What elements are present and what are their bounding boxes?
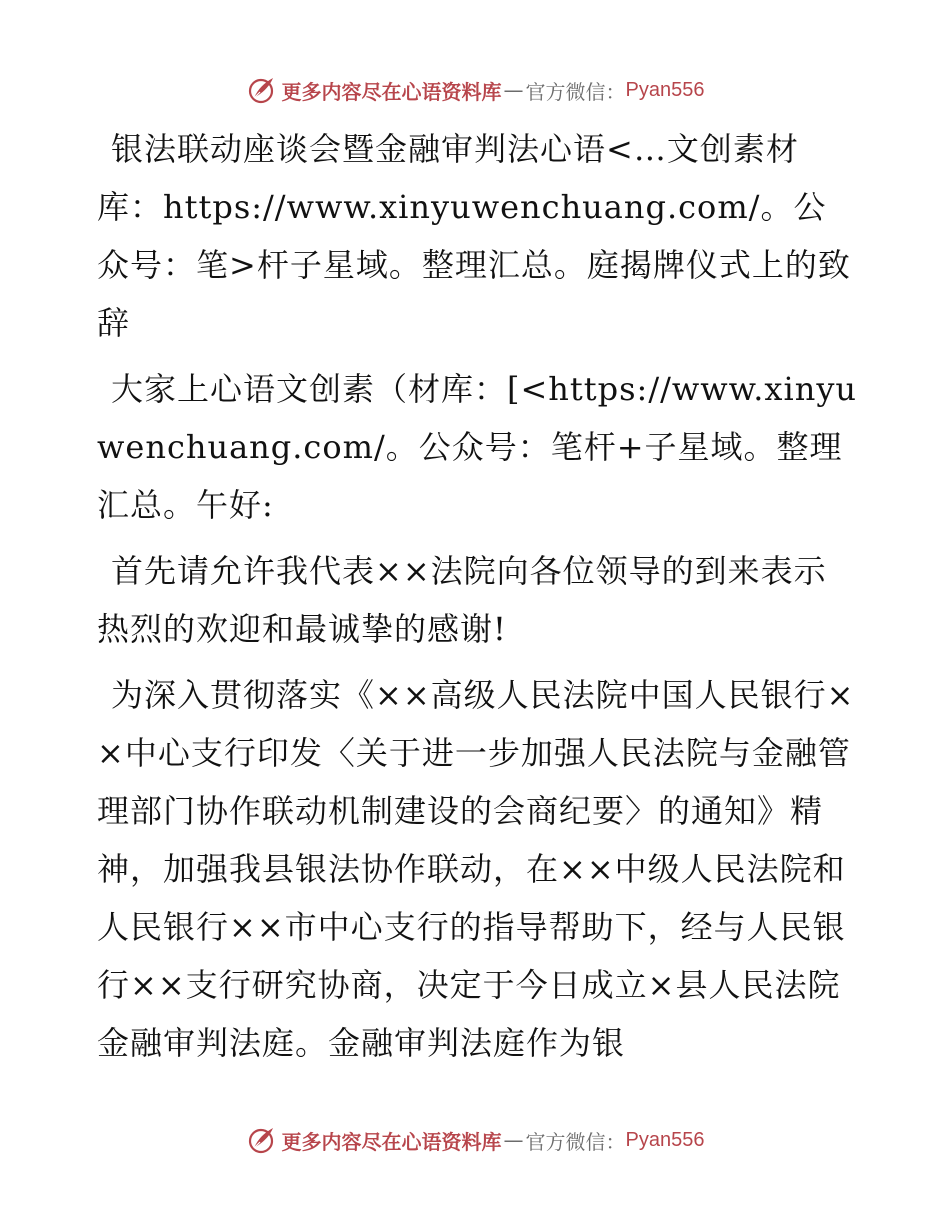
header-banner (0, 70, 950, 110)
banner-wechat-account: Pyan556 (625, 78, 705, 101)
banner-brand-text: 更多内容尽在心语资料库 (281, 79, 502, 104)
paragraph-title: 银法联动座谈会暨金融审判法心语<…文创素材库：https://www.xinyuwenchuang.com/。公众号：笔>杆子星域。整理汇总。庭揭牌仪式上的致辞 (97, 130, 851, 342)
banner-wechat-label: 官方微信： (525, 79, 626, 104)
banner-wechat-label: 官方微信： (525, 1129, 626, 1154)
banner-separator: — (503, 1128, 524, 1152)
quill-logo-icon (246, 75, 276, 105)
banner-brand-text: 更多内容尽在心语资料库 (281, 1129, 502, 1154)
document-body (97, 120, 857, 1080)
banner-wechat-account: Pyan556 (625, 1128, 705, 1151)
banner-separator: — (503, 78, 524, 102)
paragraph-greeting: 大家上心语文创素（材库：[<https://www.xinyuwenchuang.com/。公众号：笔杆+子星域。整理汇总。午好: (97, 370, 858, 524)
paragraph-body: 为深入贯彻落实《××高级人民法院中国人民银行××中心支行印发〈关于进一步加强人民法院与金融管理部门协作联动机制建设的会商纪要〉的通知》精神，加强我县银法协作联动，在××中级人民法院和人民银行××市中心支行的指导帮助下，经与人民银行××支行研究协商，决定于今日成立×县人民法院金融审判法庭。金融审判法庭作为银 (97, 676, 855, 1062)
footer-banner (0, 1120, 950, 1160)
paragraph-welcome: 首先请允许我代表××法院向各位领导的到来表示热烈的欢迎和最诚挚的感谢! (97, 552, 827, 648)
quill-logo-icon (246, 1125, 276, 1155)
